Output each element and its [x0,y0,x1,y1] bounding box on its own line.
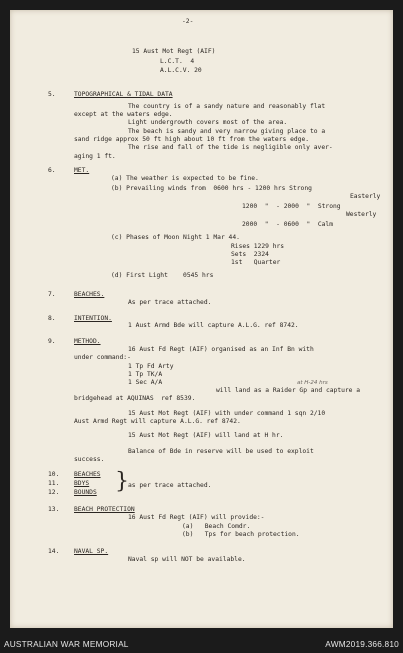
met-b2: 1200 " - 2000 " Strong [242,203,341,210]
section-5-line: The rise and fall of the tide is negligible only aver- [128,144,333,151]
met-b2-westerly: Westerly [346,211,377,218]
method-item: 1 Tp Fd Arty [128,363,174,370]
met-c: (c) Phases of Moon Night 1 Mar 44. [111,234,240,241]
moon-sets: Sets 2324 [231,251,269,258]
section-5-line: The country is of a sandy nature and reasonably flat [128,103,326,110]
method-item: 1 Sec A/A [128,379,163,386]
section-7-title: BEACHES. [74,291,105,298]
section-11-number: 11. [48,480,60,487]
footer-bar [0,634,403,653]
section-12-title: BOUNDS [74,489,97,496]
brace-symbol: } [115,469,129,494]
handwritten-annotation: at H-24 hrs [297,380,328,386]
section-7-number: 7. [48,291,56,298]
document-page [10,10,393,628]
section-10-title: BEACHES [74,471,101,478]
section-8-title: INTENTION. [74,315,112,322]
method-line: Aust Armd Regt will capture A.L.G. ref 8742. [74,418,241,425]
method-line: under command:- [74,354,131,361]
method-line: 15 Aust Mot Regt (AIF) with under command 1 sqn 2/10 [128,410,326,417]
section-5-line: sand ridge approx 50 ft high about 10 ft from the waters edge. [74,136,310,143]
section-6-number: 6. [48,167,56,174]
met-b: (b) Prevailing winds from 0600 hrs - 1200 hrs Strong [111,185,312,192]
beach-protection-a: (a) Beach Comdr. [182,523,251,530]
beach-protection-b: (b) Tps for beach protection. [182,531,300,538]
section-5-number: 5. [48,91,56,98]
section-5-line: Light undergrowth covers most of the area. [128,119,288,126]
method-line: Balance of Bde in reserve will be used to exploit [128,448,314,455]
moon-rises: Rises 1229 hrs [231,243,285,250]
sections-10-12-text: as per trace attached. [128,482,212,489]
moon-quarter: 1st Quarter [231,259,281,266]
section-8-text: 1 Aust Armd Bde will capture A.L.G. ref 8742. [128,322,299,329]
section-5-title: TOPOGRAPHICAL & TIDAL DATA [74,91,173,98]
section-5-line: The beach is sandy and very narrow giving place to a [128,128,326,135]
beach-protection-line: 16 Aust Fd Regt (AIF) will provide:- [128,514,265,521]
page-number: -2- [182,18,194,25]
method-line: bridgehead at AQUINAS ref 8539. [74,395,196,402]
method-item: 1 Tp TK/A [128,371,163,378]
section-13-title: BEACH PROTECTION [74,506,135,513]
met-d: (d) First Light 0545 hrs [111,272,214,279]
method-line: will land as a Raider Gp and capture a [216,387,361,394]
section-12-number: 12. [48,489,60,496]
met-a: (a) The weather is expected to be fine. [111,175,259,182]
header-alcv: A.L.C.V. 20 [160,67,202,74]
section-13-number: 13. [48,506,60,513]
section-11-title: BDYS [74,480,90,487]
section-9-title: METHOD. [74,338,101,345]
footer-accession: AWM2019.366.810 [325,639,399,649]
section-14-number: 14. [48,548,60,555]
section-5-line: aging 1 ft. [74,153,116,160]
method-line: success. [74,456,105,463]
met-b3: 2000 " - 0600 " Calm [242,221,333,228]
header-unit: 15 Aust Mot Regt (AIF) [132,48,216,55]
section-10-number: 10. [48,471,60,478]
section-5-line: except at the waters edge. [74,111,173,118]
section-7-text: As per trace attached. [128,299,212,306]
header-lct: L.C.T. 4 [160,58,195,65]
method-line: 16 Aust Fd Regt (AIF) organised as an Inf Bn with [128,346,314,353]
footer-source: AUSTRALIAN WAR MEMORIAL [4,639,129,649]
method-line: 15 Aust Mot Regt (AIF) will land at H hr. [128,432,284,439]
section-14-title: NAVAL SP. [74,548,109,555]
met-b-easterly: Easterly [350,193,381,200]
section-8-number: 8. [48,315,56,322]
section-6-title: MET. [74,167,90,174]
section-14-text: Naval sp will NOT be available. [128,556,246,563]
section-9-number: 9. [48,338,56,345]
